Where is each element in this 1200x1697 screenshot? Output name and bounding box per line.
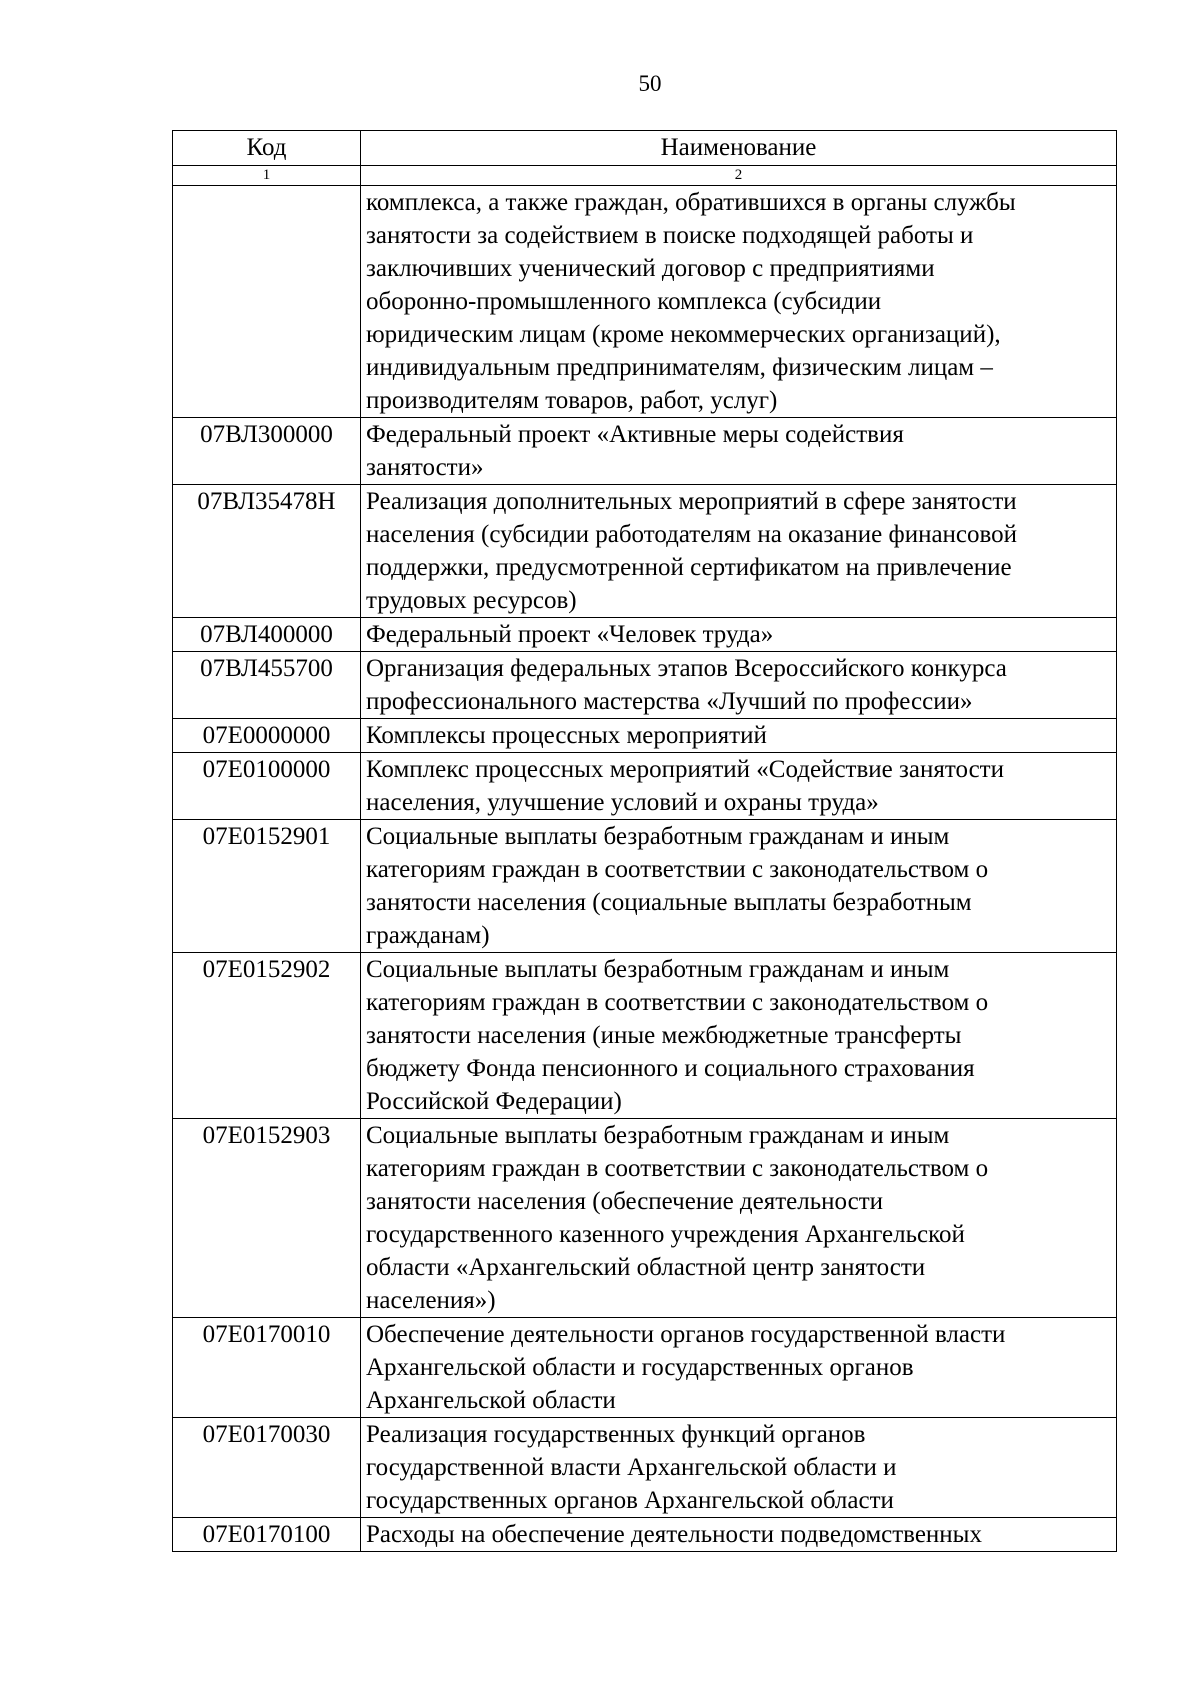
row-code: 07Е0170100 <box>173 1518 361 1552</box>
row-name <box>361 1318 1117 1418</box>
column-number-1: 1 <box>173 166 361 186</box>
table-row <box>173 485 1117 618</box>
row-name-line: Обеспечение деятельности органов государственной власти <box>366 1321 1006 1348</box>
row-code: 07ВЛ455700 <box>173 652 361 719</box>
row-name-line: населения, улучшение условий и охраны труда» <box>366 789 879 816</box>
row-name-line: населения») <box>366 1287 496 1314</box>
table-row <box>173 618 1117 652</box>
row-name-line: Архангельской области <box>366 1387 616 1414</box>
row-name-line: Организация федеральных этапов Всероссийского конкурса <box>366 655 1007 682</box>
row-name <box>361 618 1117 652</box>
row-name-line: Комплекс процессных мероприятий «Содействие занятости <box>366 756 1004 783</box>
row-name-line: бюджету Фонда пенсионного и социального страхования <box>366 1055 975 1082</box>
table-row <box>173 186 1117 418</box>
row-code: 07Е0100000 <box>173 753 361 820</box>
row-name-line: Комплексы процессных мероприятий <box>366 722 767 749</box>
row-name-line: оборонно-промышленного комплекса (субсидии <box>366 288 882 315</box>
row-name <box>361 719 1117 753</box>
table-row <box>173 820 1117 953</box>
table-row <box>173 1318 1117 1418</box>
row-code: 07Е0152903 <box>173 1119 361 1318</box>
row-name-line: профессионального мастерства «Лучший по профессии» <box>366 688 973 715</box>
row-name-line: государственной власти Архангельской области и <box>366 1454 897 1481</box>
row-name-line: государственных органов Архангельской области <box>366 1487 894 1514</box>
row-name-line: Расходы на обеспечение деятельности подведомственных <box>366 1521 982 1548</box>
row-name-line: категориям граждан в соответствии с законодательством о <box>366 1155 989 1182</box>
row-code: 07Е0170010 <box>173 1318 361 1418</box>
row-name <box>361 186 1117 418</box>
row-name <box>361 1119 1117 1318</box>
row-name-line: поддержки, предусмотренной сертификатом на привлечение <box>366 554 1012 581</box>
row-name-line: трудовых ресурсов) <box>366 587 577 614</box>
row-name-line: комплекса, а также граждан, обратившихся в органы службы <box>366 189 1016 216</box>
row-name-line: Социальные выплаты безработным гражданам и иным <box>366 956 950 983</box>
row-name <box>361 652 1117 719</box>
row-name <box>361 485 1117 618</box>
column-number-row <box>173 166 1117 186</box>
row-name-line: Реализация государственных функций органов <box>366 1421 866 1448</box>
row-name-line: гражданам) <box>366 922 490 949</box>
column-number-2: 2 <box>361 166 1117 186</box>
row-name-line: государственного казенного учреждения Архангельской <box>366 1221 965 1248</box>
table-row <box>173 1518 1117 1552</box>
row-code: 07ВЛ300000 <box>173 418 361 485</box>
header-name: Наименование <box>361 131 1117 166</box>
row-name <box>361 1418 1117 1518</box>
row-name-line: заключивших ученический договор с предприятиями <box>366 255 935 282</box>
row-name <box>361 820 1117 953</box>
row-name-line: занятости за содействием в поиске подходящей работы и <box>366 222 974 249</box>
row-name-line: Социальные выплаты безработным гражданам и иным <box>366 823 950 850</box>
row-name-line: Российской Федерации) <box>366 1088 622 1115</box>
table-row <box>173 953 1117 1119</box>
table-body <box>173 186 1117 1552</box>
row-code: 07Е0170030 <box>173 1418 361 1518</box>
row-name <box>361 953 1117 1119</box>
row-code: 07ВЛ35478Н <box>173 485 361 618</box>
row-code: 07Е0152901 <box>173 820 361 953</box>
row-name-line: Федеральный проект «Человек труда» <box>366 621 774 648</box>
table-row <box>173 1418 1117 1518</box>
row-name-line: населения (субсидии работодателям на оказание финансовой <box>366 521 1018 548</box>
row-name-line: категориям граждан в соответствии с законодательством о <box>366 989 989 1016</box>
row-name-line: занятости населения (социальные выплаты безработным <box>366 889 972 916</box>
row-name-line: занятости населения (иные межбюджетные трансферты <box>366 1022 962 1049</box>
table-row <box>173 418 1117 485</box>
row-name-line: занятости населения (обеспечение деятельности <box>366 1188 884 1215</box>
row-name-line: Федеральный проект «Активные меры содействия <box>366 421 904 448</box>
row-name-line: занятости» <box>366 454 484 481</box>
row-name-line: области «Архангельский областной центр занятости <box>366 1254 926 1281</box>
table-header-row <box>173 131 1117 166</box>
row-name <box>361 418 1117 485</box>
row-code: 07ВЛ400000 <box>173 618 361 652</box>
table-row <box>173 719 1117 753</box>
row-name-line: Социальные выплаты безработным гражданам и иным <box>366 1122 950 1149</box>
row-name-line: индивидуальным предпринимателям, физическим лицам – <box>366 354 993 381</box>
row-name-line: Реализация дополнительных мероприятий в сфере занятости <box>366 488 1017 515</box>
header-code: Код <box>173 131 361 166</box>
row-name <box>361 1518 1117 1552</box>
row-code: 07Е0152902 <box>173 953 361 1119</box>
row-name-line: юридическим лицам (кроме некоммерческих организаций), <box>366 321 1001 348</box>
table-row <box>173 753 1117 820</box>
row-name-line: производителям товаров, работ, услуг) <box>366 387 778 414</box>
table-row <box>173 652 1117 719</box>
row-name-line: категориям граждан в соответствии с законодательством о <box>366 856 989 883</box>
row-code <box>173 186 361 418</box>
row-name-line: Архангельской области и государственных органов <box>366 1354 914 1381</box>
row-name <box>361 753 1117 820</box>
budget-codes-table <box>172 130 1117 1552</box>
row-code: 07Е0000000 <box>173 719 361 753</box>
table-row <box>173 1119 1117 1318</box>
page-number: 50 <box>638 71 662 96</box>
